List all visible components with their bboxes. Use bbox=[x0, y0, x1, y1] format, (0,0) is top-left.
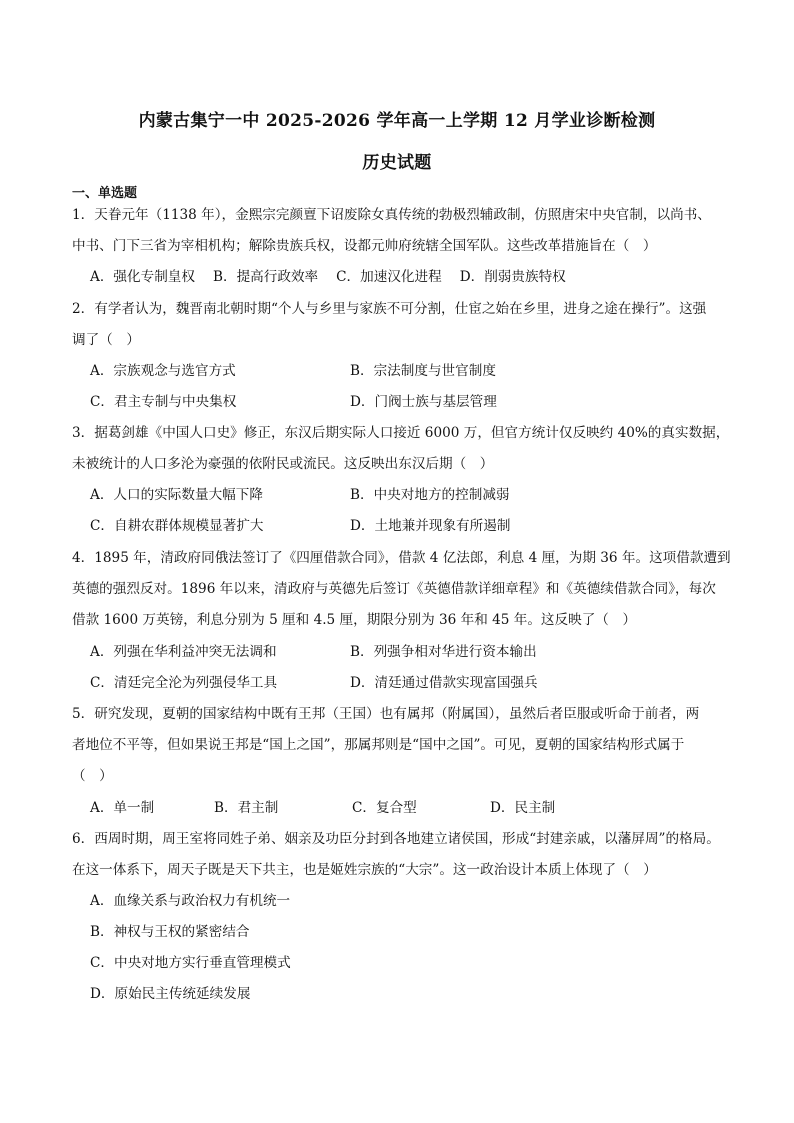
option-b[interactable]: B．君主制 bbox=[214, 800, 279, 816]
question-5-stem bbox=[72, 699, 724, 792]
option-d[interactable]: D．清廷通过借款实现富国强兵 bbox=[350, 675, 538, 691]
question-6-stem bbox=[72, 824, 724, 886]
exam-title: 内蒙古集宁一中 2025-2026 学年高一上学期 12 月学业诊断检测 bbox=[138, 111, 656, 131]
stem-line: 调了（ ） bbox=[72, 332, 140, 348]
question-3-options bbox=[90, 480, 720, 542]
option-a[interactable]: A．单一制 bbox=[90, 800, 155, 816]
question-2-stem bbox=[72, 294, 724, 356]
option-c[interactable]: C．自耕农群体规模显著扩大 bbox=[90, 518, 264, 534]
exam-subject-title: 历史试题 bbox=[362, 153, 432, 173]
stem-line: 4．1895 年，清政府同俄法签订了《四厘借款合同》，借款 4 亿法郎，利息 4 厘，为期 36 年。这项借款遭到 bbox=[72, 550, 731, 566]
option-a[interactable]: A．强化专制皇权 bbox=[90, 269, 195, 285]
stem-line: 在这一体系下，周天子既是天下共主，也是姬姓宗族的“大宗”。这一政治设计本质上体现了（ ） bbox=[72, 862, 657, 878]
question-1-options bbox=[90, 262, 720, 293]
question-4-stem bbox=[72, 543, 731, 636]
option-a[interactable]: A．血缘关系与政治权力有机统一 bbox=[90, 893, 291, 909]
option-b[interactable]: B．提高行政效率 bbox=[212, 269, 319, 285]
stem-line: 者地位不平等，但如果说王邦是“国上之国”，那属邦则是“国中之国”。可见，夏朝的国家结构形式属于 bbox=[72, 737, 685, 753]
option-b[interactable]: B．宗法制度与世官制度 bbox=[350, 363, 496, 379]
option-a[interactable]: A．列强在华利益冲突无法调和 bbox=[90, 644, 277, 660]
option-c[interactable]: C．君主专制与中央集权 bbox=[90, 394, 237, 410]
option-d[interactable]: D．土地兼并现象有所遏制 bbox=[350, 518, 511, 534]
stem-line: 英德的强烈反对。1896 年以来，清政府与英德先后签订《英德借款详细章程》和《英德续借款合同》，每次 bbox=[72, 581, 716, 597]
stem-line: 中书、门下三省为宰相机构；解除贵族兵权，设都元帅府统辖全国军队。这些改革措施旨在（ ） bbox=[72, 238, 657, 254]
question-5-options bbox=[90, 793, 720, 824]
question-1-stem bbox=[72, 200, 724, 262]
option-c[interactable]: C．中央对地方实行垂直管理模式 bbox=[90, 955, 291, 971]
option-c[interactable]: C．清廷完全沦为列强侵华工具 bbox=[90, 675, 278, 691]
stem-line: 3．据葛剑雄《中国人口史》修正，东汉后期实际人口接近 6000 万，但官方统计仅反映约 40%的真实数据， bbox=[72, 425, 730, 441]
option-c[interactable]: C．加速汉化进程 bbox=[336, 269, 442, 285]
option-d[interactable]: D．原始民主传统延续发展 bbox=[90, 986, 251, 1002]
stem-line: 2．有学者认为，魏晋南北朝时期“个人与乡里与家族不可分割，仕宦之始在乡里，进身之途在操行”。这强 bbox=[72, 301, 707, 317]
option-d[interactable]: D．民主制 bbox=[490, 800, 556, 816]
section-heading: 一、单选题 bbox=[72, 186, 138, 201]
option-c[interactable]: C．复合型 bbox=[352, 800, 417, 816]
question-6-options bbox=[90, 886, 720, 1010]
stem-line: （ ） bbox=[72, 768, 113, 784]
option-b[interactable]: B．列强争相对华进行资本输出 bbox=[350, 644, 537, 660]
stem-line: 6．西周时期，周王室将同姓子弟、姻亲及功臣分封到各地建立诸侯国，形成“封建亲戚，以藩屏周”的格局。 bbox=[72, 831, 720, 847]
option-b[interactable]: B．神权与王权的紧密结合 bbox=[90, 924, 250, 940]
stem-line: 借款 1600 万英镑，利息分别为 5 厘和 4.5 厘，期限分别为 36 年和 45 年。这反映了（ ） bbox=[72, 612, 637, 628]
question-2-options bbox=[90, 356, 720, 418]
option-d[interactable]: D．门阀士族与基层管理 bbox=[350, 394, 497, 410]
option-a[interactable]: A．人口的实际数量大幅下降 bbox=[90, 487, 263, 503]
stem-line: 1．天眷元年（1138 年），金熙宗完颜亶下诏废除女真传统的勃极烈辅政制，仿照唐宋中央官制，以尚书、 bbox=[72, 207, 711, 223]
stem-line: 5．研究发现，夏朝的国家结构中既有王邦（王国）也有属邦（附属国），虽然后者臣服或听命于前者，两 bbox=[72, 706, 700, 722]
option-a[interactable]: A．宗族观念与选官方式 bbox=[90, 363, 236, 379]
stem-line: 未被统计的人口多沦为豪强的依附民或流民。这反映出东汉后期（ ） bbox=[72, 456, 494, 472]
option-b[interactable]: B．中央对地方的控制减弱 bbox=[350, 487, 510, 503]
option-d[interactable]: D．削弱贵族特权 bbox=[459, 269, 566, 285]
question-3-stem bbox=[72, 418, 730, 480]
question-4-options bbox=[90, 637, 720, 699]
